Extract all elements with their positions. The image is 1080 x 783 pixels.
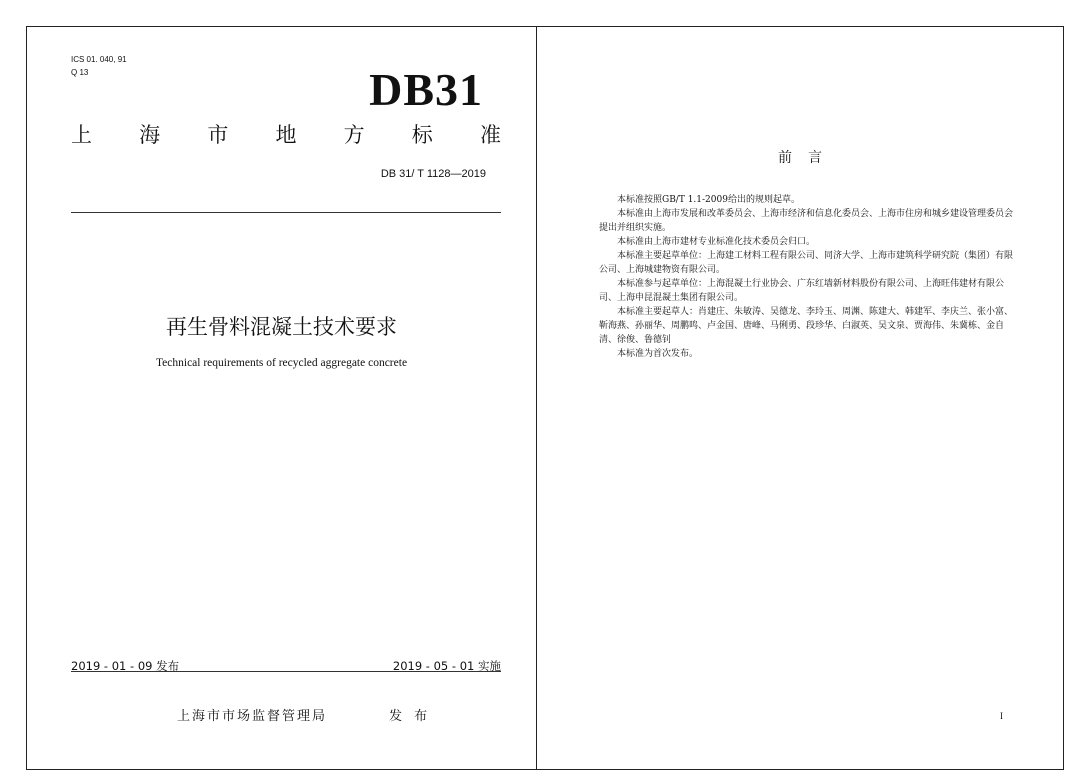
cover-page	[26, 26, 537, 770]
ics-code: ICS 01. 040, 91	[71, 55, 127, 64]
document-title-cn: 再生骨料混凝土技术要求	[166, 315, 397, 339]
preface-paragraph: 本标准由上海市建材专业标准化技术委员会归口。	[617, 237, 816, 247]
header-divider	[71, 212, 501, 213]
page-number: I	[1000, 711, 1003, 721]
preface-paragraph: 本标准主要起草人：肖建庄、朱敏涛、吴德龙、李玲玉、周渊、陈建大、韩建军、李庆兰、张小富、靳海燕、孙丽华、周鹏鸣、卢金国、唐峰、马俐勇、段珍华、白淑英、吴文泉、贾海伟、朱冀栋、金自清、徐俊、鲁德钊	[599, 307, 1014, 345]
preface-paragraph: 本标准主要起草单位：上海建工材料工程有限公司、同济大学、上海市建筑科学研究院（集团）有限公司、上海城建物资有限公司。	[599, 251, 1014, 275]
preface-body	[599, 193, 1015, 361]
preface-paragraph: 本标准按照GB/T 1.1-2009给出的规则起草。	[617, 195, 800, 205]
publisher-suffix: 发 布	[389, 709, 432, 724]
preface-paragraph: 本标准为首次发布。	[617, 349, 699, 359]
standard-type-char: 准	[479, 123, 501, 147]
classification-codes	[71, 53, 127, 79]
standard-type-heading	[71, 125, 501, 146]
standard-number: DB 31/ T 1128—2019	[380, 168, 486, 180]
document-title-en: Technical requirements of recycled aggregate concrete	[155, 357, 408, 369]
preface-page	[536, 26, 1064, 770]
publisher: 上海市市场监督管理局	[177, 709, 328, 724]
preface-paragraph: 本标准由上海市发展和改革委员会、上海市经济和信息化委员会、上海市住房和城乡建设管理委员会提出并组织实施。	[599, 209, 1014, 233]
preface-title: 前言	[778, 150, 838, 166]
preface-paragraph: 本标准参与起草单位：上海混凝土行业协会、广东红墙新材料股份有限公司、上海旺伟建材有限公司、上海申昆混凝土集团有限公司。	[599, 279, 1005, 303]
release-date: 2019 - 01 - 09 发布	[71, 659, 180, 673]
implement-date: 2019 - 05 - 01 实施	[392, 659, 501, 673]
db31-logo: DB31	[369, 64, 483, 115]
standard-type-char: 方	[343, 123, 365, 147]
standard-type-char: 上	[71, 123, 92, 147]
footer-divider	[71, 671, 501, 672]
standard-type-char: 市	[207, 123, 229, 147]
standard-type-char: 地	[275, 123, 297, 147]
standard-type-char: 标	[411, 123, 433, 147]
class-code: Q 13	[71, 68, 89, 77]
standard-type-char: 海	[139, 123, 161, 147]
